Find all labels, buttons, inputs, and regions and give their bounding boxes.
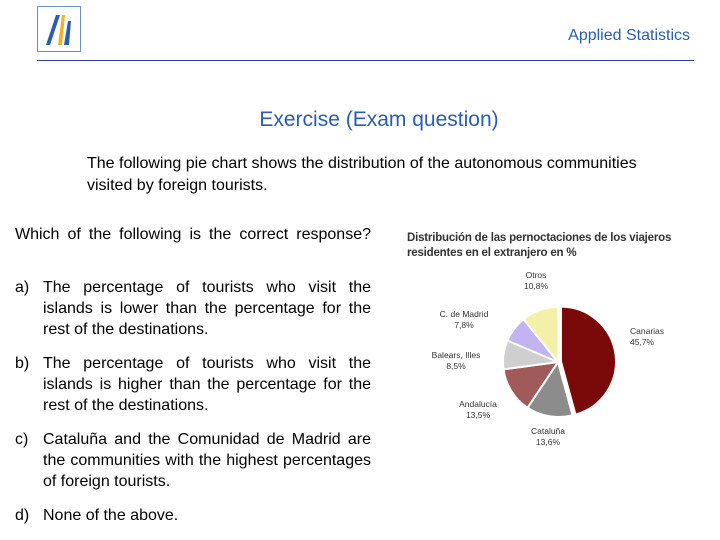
pie-label: Otros — [525, 270, 547, 280]
pie-chart — [398, 222, 698, 462]
pie-label: C. de Madrid — [439, 309, 489, 319]
option-letter: b) — [15, 355, 30, 372]
pie-value-label: 8,5% — [446, 361, 466, 371]
option-text: None of the above. — [43, 507, 179, 524]
pie-label: Cataluña — [530, 426, 566, 436]
pie-label: Andalucía — [459, 399, 497, 409]
pie-chart-panel — [398, 222, 698, 462]
logo — [37, 6, 81, 52]
pie-value-label: 45,7% — [630, 337, 655, 347]
pie-value-label: 13,6% — [535, 437, 561, 447]
page-title: Exercise (Exam question) — [259, 108, 499, 131]
option-letter: c) — [15, 431, 29, 448]
intro-text: The following pie chart shows the distribution of the autonomous communities visited by foreign tourists. — [87, 155, 637, 194]
pie-value-label: 7,8% — [454, 320, 474, 330]
chart-subtitle: residentes en el extranjero en % — [407, 247, 577, 259]
option-letter: a) — [15, 279, 30, 296]
option-text: Cataluña and the Comunidad de Madrid are the communities with the highest percentages of foreign tourists. — [43, 431, 371, 490]
pie-value-label: 13,5% — [465, 410, 491, 420]
option-letter: d) — [15, 507, 30, 524]
option-text: The percentage of tourists who visit the islands is lower than the percentage for the rest of the destinations. — [43, 279, 371, 338]
chart-title: Distribución de las pernoctaciones de los viajeros — [407, 232, 672, 244]
pie-value-label: 10,8% — [523, 281, 549, 291]
option-text: The percentage of tourists who visit the islands is higher than the percentage for the rest of the destinations. — [43, 355, 371, 414]
question-text: Which of the following is the correct response? — [15, 226, 371, 243]
pie-label: Balears, Illes — [431, 350, 481, 360]
pie-label: Canarias — [630, 326, 665, 336]
header-title: Applied Statistics — [568, 27, 690, 44]
pie-slice-canarias — [561, 307, 616, 415]
header-divider — [37, 60, 694, 61]
logo-icon — [38, 7, 80, 51]
